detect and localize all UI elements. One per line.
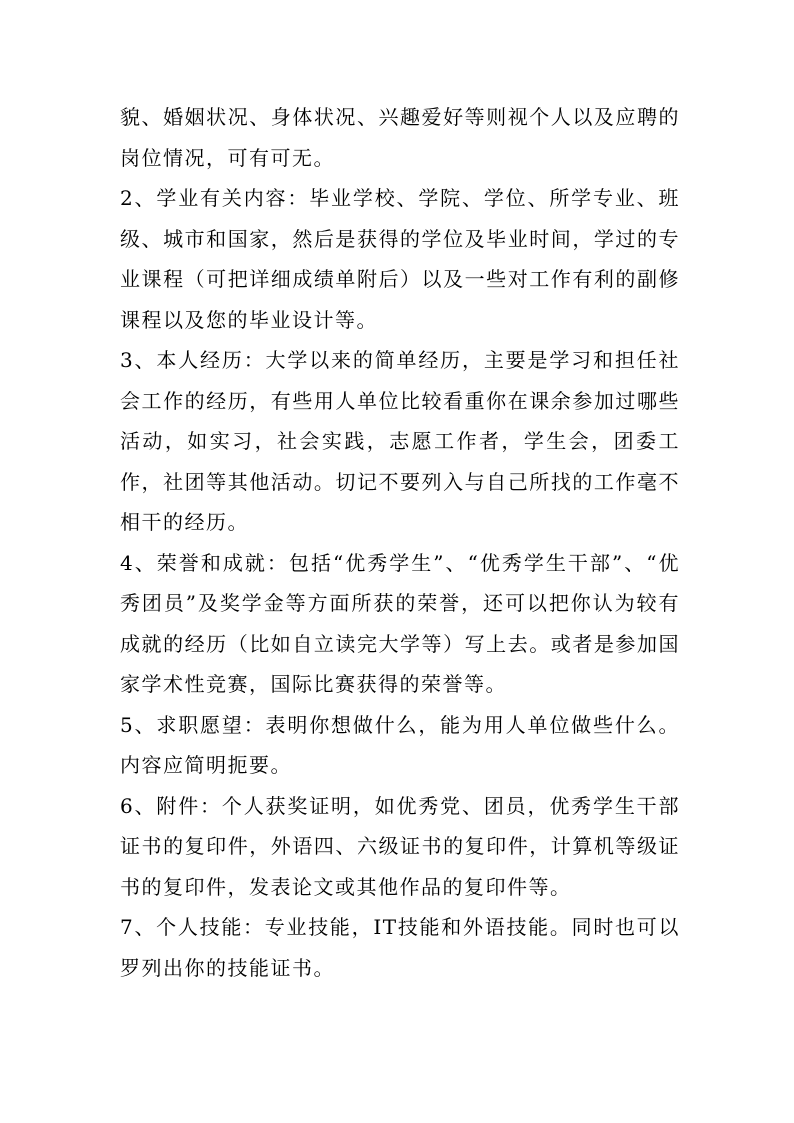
paragraph-honors-achievements: 4、荣誉和成就：包括“优秀学生”、“优秀学生干部”、“优秀团员”及奖学金等方面所获的荣誉，还可以把你认为较有成就的经历（比如自立读完大学等）写上去。或者是参加国家学术性竞赛，国际比赛获得的荣誉等。 (120, 550, 680, 696)
paragraph-personal-experience: 3、本人经历：大学以来的简单经历，主要是学习和担任社会工作的经历，有些用人单位比较看重你在课余参加过哪些活动，如实习，社会实践，志愿工作者，学生会，团委工作，社团等其他活动。切记不要列入与自己所找的工作毫不相干的经历。 (120, 348, 680, 534)
paragraph-job-objective: 5、求职愿望：表明你想做什么，能为用人单位做些什么。内容应简明扼要。 (120, 712, 680, 777)
paragraph-academic-content: 2、学业有关内容：毕业学校、学院、学位、所学专业、班级、城市和国家，然后是获得的学位及毕业时间，学过的专业课程（可把详细成绩单附后）以及一些对工作有利的副修课程以及您的毕业设计等。 (120, 186, 680, 332)
paragraph-personal-info-continued: 貌、婚姻状况、身体状况、兴趣爱好等则视个人以及应聘的岗位情况，可有可无。 (120, 105, 680, 170)
paragraph-attachments: 6、附件：个人获奖证明，如优秀党、团员，优秀学生干部证书的复印件，外语四、六级证书的复印件，计算机等级证书的复印件，发表论文或其他作品的复印件等。 (120, 793, 680, 899)
paragraph-personal-skills: 7、个人技能：专业技能，IT技能和外语技能。同时也可以罗列出你的技能证书。 (120, 915, 680, 980)
document-body (120, 97, 680, 988)
